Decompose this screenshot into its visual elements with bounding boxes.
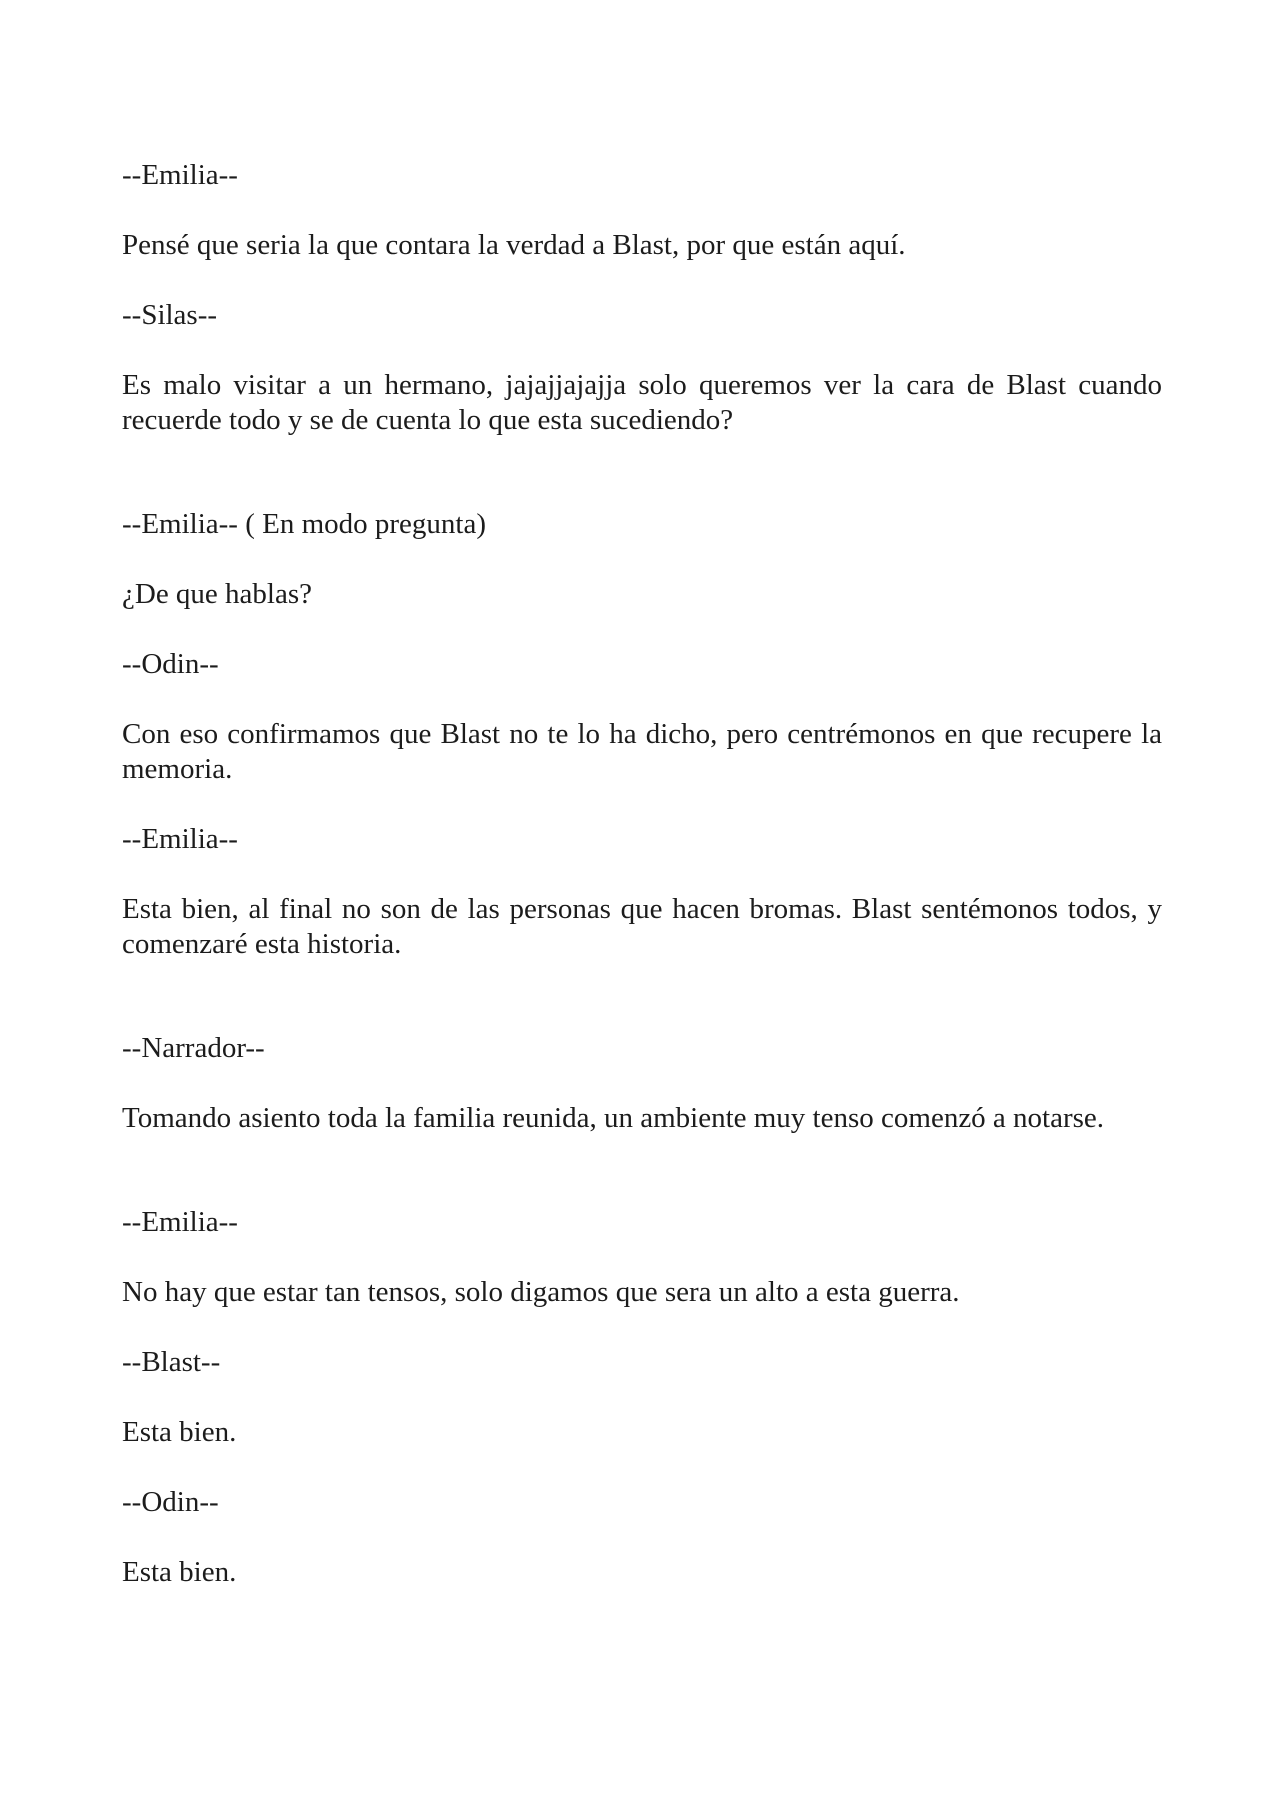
speaker-label: --Emilia-- <box>122 159 238 191</box>
dialogue-line: Esta bien. <box>122 1556 237 1588</box>
dialogue-line: ¿De que hablas? <box>122 578 313 610</box>
dialogue-line: Es malo visitar a un hermano, jajajjajajja solo queremos ver la cara de Blast cuando recuerde todo y se de cuenta lo que esta sucediendo? <box>122 369 1162 436</box>
speaker-label: --Odin-- <box>122 648 219 680</box>
speaker-label: --Odin-- <box>122 1486 219 1518</box>
document-page <box>122 0 1162 1810</box>
speaker-label: --Emilia-- <box>122 823 238 855</box>
dialogue-line: Pensé que seria la que contara la verdad a Blast, por que están aquí. <box>122 229 906 261</box>
speaker-label: --Narrador-- <box>122 1032 265 1064</box>
speaker-label: --Emilia-- <box>122 1206 238 1238</box>
dialogue-line: Esta bien, al final no son de las personas que hacen bromas. Blast sentémonos todos, y comenzaré esta historia. <box>122 893 1162 960</box>
narration-line: Tomando asiento toda la familia reunida, un ambiente muy tenso comenzó a notarse. <box>122 1102 1105 1134</box>
speaker-label: --Blast-- <box>122 1346 221 1378</box>
dialogue-line: Con eso confirmamos que Blast no te lo ha dicho, pero centrémonos en que recupere la memoria. <box>122 718 1162 785</box>
dialogue-line: No hay que estar tan tensos, solo digamos que sera un alto a esta guerra. <box>122 1276 960 1308</box>
speaker-label: --Silas-- <box>122 299 218 331</box>
dialogue-line: Esta bien. <box>122 1416 237 1448</box>
speaker-label: --Emilia-- ( En modo pregunta) <box>122 508 486 540</box>
